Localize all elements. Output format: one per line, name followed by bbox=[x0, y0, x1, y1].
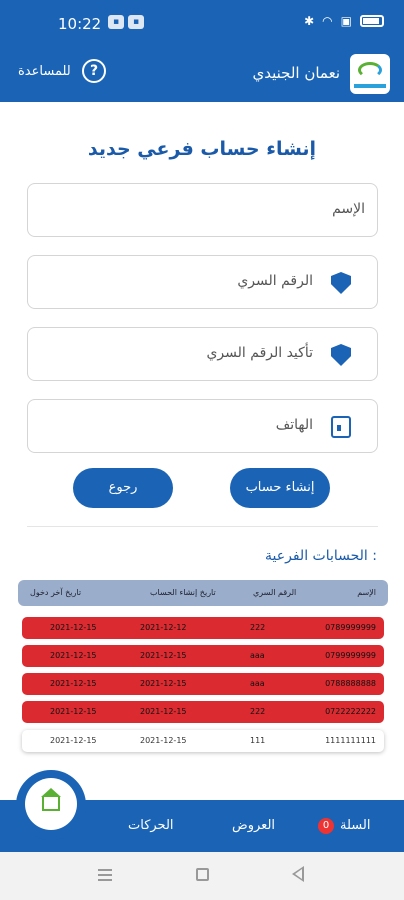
table-row[interactable] bbox=[22, 730, 384, 752]
home-icon[interactable] bbox=[42, 797, 60, 811]
back-triangle-icon[interactable] bbox=[292, 866, 304, 882]
row-password: 222 bbox=[250, 623, 266, 632]
row-last-login: 2021-12-15 bbox=[50, 623, 97, 632]
app-bar bbox=[0, 44, 404, 102]
row-last-login: 2021-12-15 bbox=[50, 736, 97, 745]
company-logo[interactable] bbox=[350, 54, 390, 94]
confirm-password-field[interactable] bbox=[27, 327, 378, 381]
row-created: 2021-12-12 bbox=[140, 623, 187, 632]
divider bbox=[27, 526, 378, 527]
phone-field[interactable] bbox=[27, 399, 378, 453]
table-header bbox=[18, 580, 388, 606]
row-created: 2021-12-15 bbox=[140, 679, 187, 688]
row-name: 0799999999 bbox=[325, 651, 376, 660]
row-password: aaa bbox=[250, 679, 265, 688]
row-last-login: 2021-12-15 bbox=[50, 679, 97, 688]
shield-icon bbox=[331, 344, 351, 366]
nav-cart[interactable]: السلة bbox=[340, 818, 371, 833]
recents-icon[interactable] bbox=[98, 869, 112, 881]
create-account-button[interactable]: إنشاء حساب bbox=[230, 468, 330, 508]
row-name: 0722222222 bbox=[325, 707, 376, 716]
battery-icon bbox=[360, 15, 384, 27]
table-row[interactable] bbox=[22, 701, 384, 723]
confirm-password-placeholder: تأكيد الرقم السري bbox=[206, 345, 313, 361]
password-placeholder: الرقم السري bbox=[237, 273, 313, 289]
back-button[interactable]: رجوع bbox=[73, 468, 173, 508]
nav-transactions[interactable]: الحركات bbox=[128, 818, 174, 833]
notification-icon: ▪ bbox=[128, 15, 144, 29]
row-password: 222 bbox=[250, 707, 266, 716]
help-icon[interactable]: ? bbox=[82, 59, 106, 83]
wifi-icon: ◠ bbox=[322, 14, 333, 28]
user-name: نعمان الجنيدي bbox=[252, 64, 340, 82]
phone-icon bbox=[331, 416, 351, 438]
status-time: 10:22 bbox=[58, 15, 102, 33]
subaccounts-title: الحسابات الفرعية : bbox=[265, 548, 377, 564]
cart-count-badge: 0 bbox=[318, 818, 334, 834]
row-created: 2021-12-15 bbox=[140, 736, 187, 745]
nav-offers[interactable]: العروض bbox=[232, 818, 276, 833]
column-header-password: الرقم السري bbox=[253, 588, 297, 597]
table-row[interactable] bbox=[22, 617, 384, 639]
bluetooth-icon: ✱ bbox=[304, 14, 315, 28]
row-name: 1111111111 bbox=[325, 736, 376, 745]
home-square-icon[interactable] bbox=[196, 868, 209, 881]
table-row[interactable] bbox=[22, 673, 384, 695]
status-icons bbox=[304, 14, 384, 28]
table-row[interactable] bbox=[22, 645, 384, 667]
notification-icon: ▪ bbox=[108, 15, 124, 29]
help-label[interactable]: للمساعدة bbox=[18, 64, 71, 79]
column-header-created: تاريخ إنشاء الحساب bbox=[150, 588, 216, 597]
row-password: aaa bbox=[250, 651, 265, 660]
name-placeholder: الإسم bbox=[332, 201, 365, 217]
row-last-login: 2021-12-15 bbox=[50, 707, 97, 716]
row-password: 111 bbox=[250, 736, 266, 745]
row-created: 2021-12-15 bbox=[140, 651, 187, 660]
status-bar bbox=[0, 0, 404, 44]
page-title: إنشاء حساب فرعي جديد bbox=[87, 138, 317, 160]
phone-placeholder: الهاتف bbox=[275, 417, 313, 433]
row-name: 0789999999 bbox=[325, 623, 376, 632]
screen-icon: ▣ bbox=[340, 14, 352, 28]
column-header-name: الإسم bbox=[357, 588, 376, 597]
column-header-last-login: تاريخ آخر دخول bbox=[30, 588, 82, 597]
row-last-login: 2021-12-15 bbox=[50, 651, 97, 660]
row-created: 2021-12-15 bbox=[140, 707, 187, 716]
password-field[interactable] bbox=[27, 255, 378, 309]
row-name: 0788888888 bbox=[325, 679, 376, 688]
shield-icon bbox=[331, 272, 351, 294]
name-field[interactable] bbox=[27, 183, 378, 237]
